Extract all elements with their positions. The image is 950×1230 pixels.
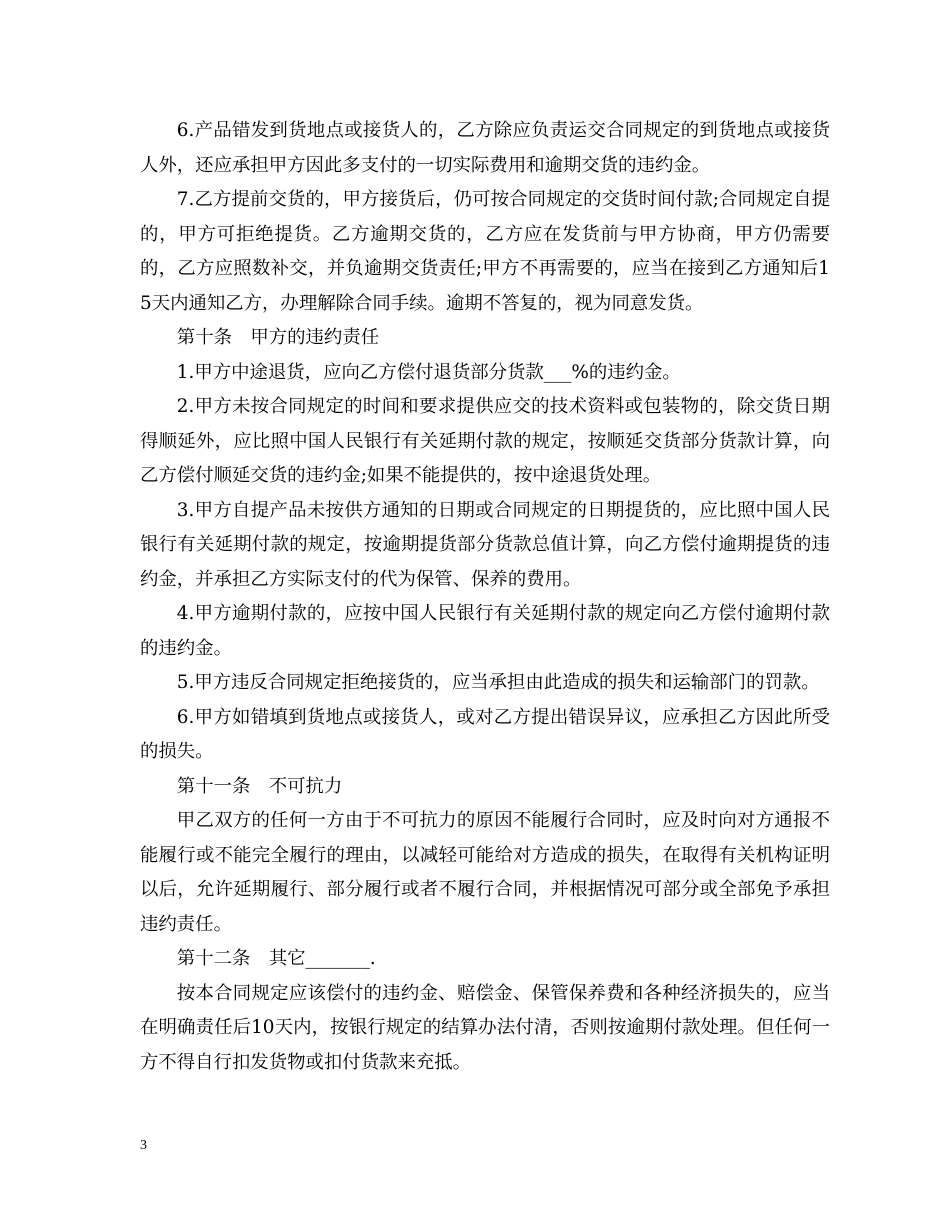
clause-12-heading: 第十二条 其它_______. bbox=[176, 948, 376, 969]
clause-10-heading: 第十条 甲方的违约责任 bbox=[176, 327, 380, 348]
clause-10-item-4: 4.甲方逾期付款的，应按中国人民银行有关延期付款的规定向乙方偿付逾期付款的违约金。 bbox=[140, 603, 830, 659]
clause-11-body: 甲乙双方的任何一方由于不可抗力的原因不能履行合同时，应及时向对方通报不能履行或不能完全履行的理由，以减轻可能给对方造成的损失，在取得有关机构证明以后，允许延期履行、部分履行或者不履行合同，并根据情况可部分或全部免予承担违约责任。 bbox=[140, 810, 830, 935]
clause-10-item-1: 1.甲方中途退货，应向乙方偿付退货部分货款___%的违约金。 bbox=[176, 361, 681, 383]
clause-10-item-2: 2.甲方未按合同规定的时间和要求提供应交的技术资料或包装物的，除交货日期得顺延外，应比照中国人民银行有关延期付款的规定，按顺延交货部分货款计算，向乙方偿付顺延交货的违约金;如果不能提供的，按中途退货处理。 bbox=[140, 396, 830, 486]
document-body bbox=[140, 114, 830, 1080]
clause-9-item-6: 6.产品错发到货地点或接货人的，乙方除应负责运交合同规定的到货地点或接货人外，还应承担甲方因此多支付的一切实际费用和逾期交货的违约金。 bbox=[140, 120, 830, 176]
clause-12-body: 按本合同规定应该偿付的违约金、赔偿金、保管保养费和各种经济损失的，应当在明确责任后10天内，按银行规定的结算办法付清，否则按逾期付款处理。但任何一方不得自行扣发货物或扣付货款来充抵。 bbox=[140, 982, 830, 1073]
clause-9-item-7: 7.乙方提前交货的，甲方接货后，仍可按合同规定的交货时间付款;合同规定自提的，甲方可拒绝提货。乙方逾期交货的，乙方应在发货前与甲方协商，甲方仍需要的，乙方应照数补交，并负逾期交货责任;甲方不再需要的，应当在接到乙方通知后15天内通知乙方，办理解除合同手续。逾期不答复的，视为同意发货。 bbox=[140, 189, 830, 314]
page-number: 3 bbox=[140, 1138, 147, 1153]
clause-10-item-3: 3.甲方自提产品未按供方通知的日期或合同规定的日期提货的，应比照中国人民银行有关延期付款的规定，按逾期提货部分货款总值计算，向乙方偿付逾期提货的违约金，并承担乙方实际支付的代为保管、保养的费用。 bbox=[140, 499, 830, 590]
clause-11-heading: 第十一条 不可抗力 bbox=[176, 775, 343, 797]
clause-10-item-5: 5.甲方违反合同规定拒绝接货的，应当承担由此造成的损失和运输部门的罚款。 bbox=[176, 672, 820, 693]
clause-10-item-6: 6.甲方如错填到货地点或接货人，或对乙方提出错误异议，应承担乙方因此所受的损失。 bbox=[140, 706, 830, 762]
